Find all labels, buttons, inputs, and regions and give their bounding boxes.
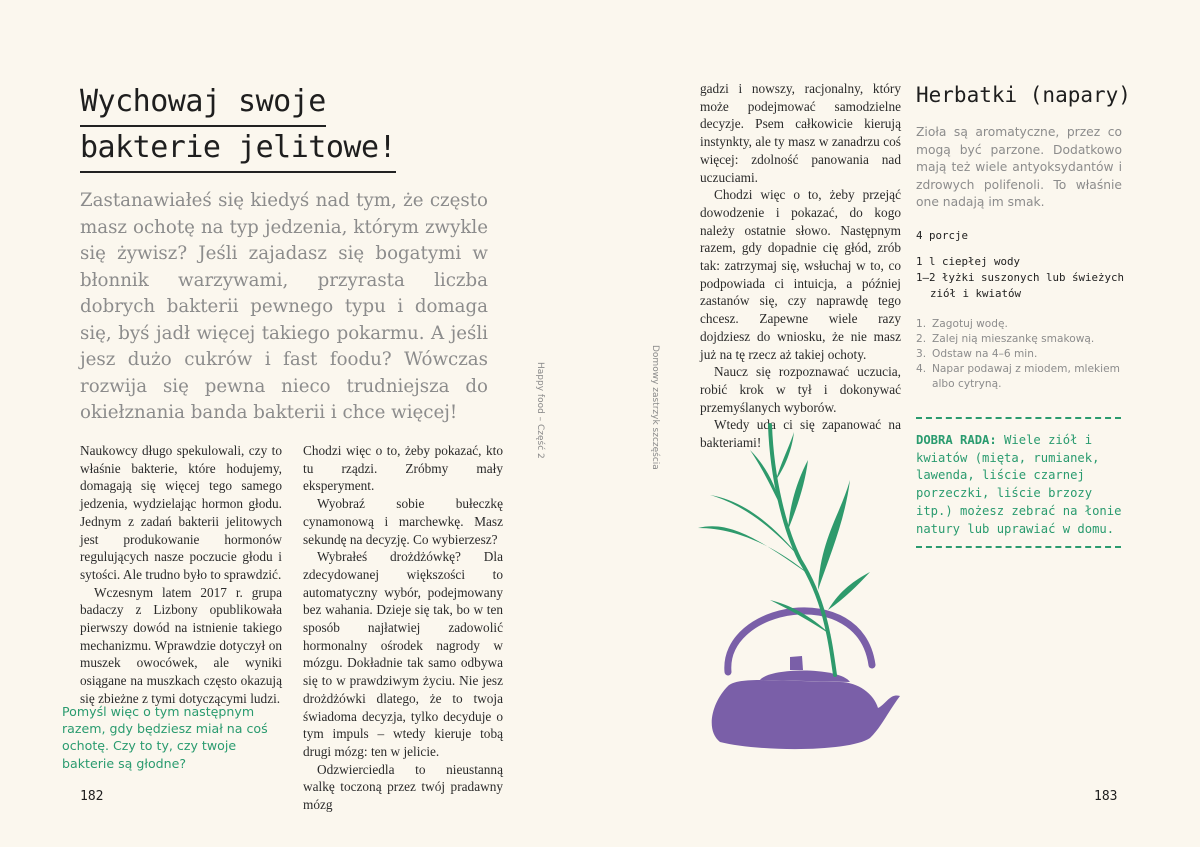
body-column-2	[303, 442, 503, 814]
step-item	[916, 347, 1122, 362]
running-head-right: Domowy zastrzyk szczęścia	[650, 345, 660, 470]
steps-list	[916, 317, 1122, 392]
paragraph: Odzwierciedla to nieustanną walkę toczoną przez twój pradawny mózg	[303, 761, 503, 813]
ingredients-list	[916, 254, 1126, 302]
paragraph: Chodzi więc o to, żeby pokazać, kto tu rządzi. Zróbmy mały eksperyment.	[303, 443, 503, 494]
step-number: 2.	[916, 333, 927, 345]
body-column-3	[700, 80, 901, 452]
paragraph: Wtedy uda ci się zapanować na bakteriami!	[700, 417, 901, 451]
page-number-right: 183	[1094, 789, 1118, 804]
tip-box	[916, 432, 1122, 538]
tip-label: DOBRA RADA:	[916, 433, 997, 447]
recipe-servings: 4 porcje	[916, 229, 969, 242]
ingredient-item: 1 l ciepłej wody	[916, 255, 1021, 268]
paragraph: gadzi i nowszy, racjonalny, który może podejmować samodzielne decyzje. Psem całkowicie kierują instynkty, ale ty masz w zanadrzu coś więcej: zdolność panowania nad uczuciami.	[700, 81, 901, 185]
step-number: 4.	[916, 363, 927, 375]
step-item	[916, 332, 1122, 347]
teapot-with-herb-sprig-icon	[690, 420, 910, 750]
pull-quote: Pomyśl więc o tym następnym razem, gdy będziesz miał na coś ochotę. Czy to ty, czy twoje bakterie są głodne?	[62, 704, 268, 771]
step-number: 3.	[916, 348, 927, 360]
recipe-title: Herbatki (napary)	[916, 83, 1131, 107]
tip-text: Wiele ziół i kwiatów (mięta, rumianek, lawenda, liście czarnej porzeczki, liście brzozy itp.) możesz zebrać na łonie natury lub uprawiać w domu.	[916, 433, 1122, 536]
recipe-description: Zioła są aromatyczne, przez co mogą być parzone. Dodatkowo mają też wiele antyoksydantów i zdrowych polifenoli. To właśnie one nadają im smak.	[916, 125, 1122, 209]
step-text: Zagotuj wodę.	[932, 318, 1008, 330]
tip-divider-top	[916, 417, 1121, 419]
step-text: Zalej nią mieszankę smakową.	[932, 333, 1095, 345]
paragraph: Wybrałeś drożdżówkę? Dla zdecydowanej większości to automatyczny wybór, podejmowany bez wahania. Dzieje się tak, bo w ten sposób najłatwiej zadowolić hormonalny ośrodek nagrody w mózgu. Dokładnie tak samo odbywa się to w prawdziwym życiu. Nie jesz drożdżówki dlatego, że to twoja świadoma decyzja, tylko decyduje o tym impuls – wtedy kieruje tobą drugi mózg: ten w jelicie.	[303, 549, 503, 759]
step-item	[916, 317, 1122, 332]
ingredient-item: 1–2 łyżki suszonych lub świeżych ziół i kwiatów	[916, 271, 1125, 300]
article-title-line-1: Wychowaj swoje	[80, 84, 326, 127]
step-item	[916, 362, 1122, 392]
tip-divider-bottom	[916, 546, 1121, 548]
step-number: 1.	[916, 318, 927, 330]
paragraph: Naukowcy długo spekulowali, czy to właśnie bakterie, które hodujemy, domagają się więcej tego samego jedzenia, wydzielając hormon głodu. Jednym z zadań bakterii jelitowych jest produkowanie hormonów regulujących nasze poczucie głodu i sytości. Ale trudno było to sprawdzić.	[80, 443, 282, 582]
page-number-left: 182	[80, 789, 104, 804]
paragraph: Wczesnym latem 2017 r. grupa badaczy z Lizbony opublikowała pierwszy dowód na istnienie takiego mechanizmu. Wprawdzie dotyczył on muszek owocówek, ale wyniki osiągane na muszkach często okazują się zbieżne z tymi dotyczącymi ludzi.	[80, 584, 282, 706]
step-text: Odstaw na 4–6 min.	[932, 348, 1038, 360]
article-title-line-2: bakterie jelitowe!	[80, 130, 396, 173]
intro-paragraph: Zastanawiałeś się kiedyś nad tym, że często masz ochotę na typ jedzenia, którym zwykle się żywisz? Jeśli zajadasz się bogatymi w błonnik warzywami, przyrasta liczba dobrych bakterii pewnego typu i domaga się, byś jadł więcej takiego pokarmu. A jeśli jesz dużo cukrów i fast foodu? Wówczas rozwija się pewna nieco trudniejsza do okiełznania banda bakterii i chce więcej!	[80, 190, 488, 423]
step-text: Napar podawaj z miodem, mlekiem albo cytryną.	[932, 363, 1120, 390]
paragraph: Chodzi więc o to, żeby przejąć dowodzenie i pokazać, do kogo należy ostatnie słowo. Następnym razem, gdy dopadnie cię głód, zrób tak: zatrzymaj się, wsłuchaj w to, co podpowiada ci intuicja, a później zastanów się, czy naprawdę tego chcesz. Zapewne wiele razy dojdziesz do wniosku, że nie masz już na tę rzecz aż takiej ochoty.	[700, 187, 901, 362]
body-column-1	[80, 442, 282, 708]
paragraph: Wyobraź sobie bułeczkę cynamonową i marchewkę. Masz sekundę na decyzję. Co wybierzesz?	[303, 496, 503, 547]
running-head-left: Happy food – Część 2	[535, 362, 545, 459]
paragraph: Naucz się rozpoznawać uczucia, robić krok w tył i dokonywać przemyślanych wyborów.	[700, 364, 901, 415]
